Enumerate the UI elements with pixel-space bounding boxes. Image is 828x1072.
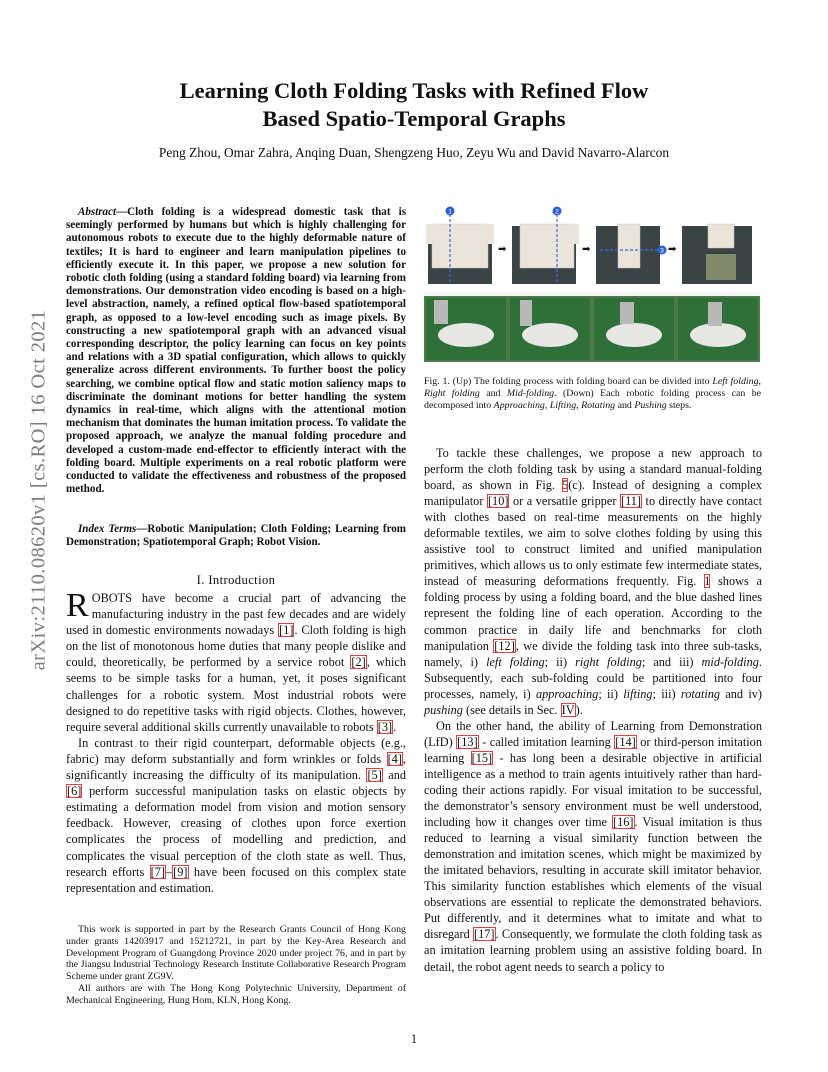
citation-link[interactable]: [5] xyxy=(367,768,382,783)
text-run: To tackle these challenges, we propose a new approach to perform the cloth folding task by using a standard manual-folding board, as shown in Fig. xyxy=(424,446,762,493)
fold-stage-4 xyxy=(682,224,752,284)
text-run: . (Down) Each robotic folding process can be decomposed into xyxy=(424,388,762,412)
text-run: Approaching xyxy=(493,400,545,412)
drop-cap: R xyxy=(66,587,89,624)
arrow-icon: ➡ xyxy=(582,244,591,255)
text-run: . Consequently, we formulate the cloth folding task as an imitation learning problem using an assistive folding board. In detail, the robot agent needs to search a policy to xyxy=(424,927,762,974)
text-run: On the other hand, the ability of Learning from Demonstration (LfD) xyxy=(424,718,762,749)
funding-note: This work is supported in part by the Research Grants Council of Hong Kong under grants 14203917 and 15212721, in part by the Key-Area Research and Development Program of Guangdong Province 2020 under project 76, and in part by the Jiangsu Industrial Technology Research Institute Collaborative Research Program Scheme under grant ZG9V. xyxy=(66,924,406,983)
citation-link[interactable]: [3] xyxy=(377,719,393,734)
text-run: , xyxy=(758,376,761,387)
text-run: ; ii) xyxy=(544,654,576,669)
text-run: and xyxy=(479,388,507,400)
text-run: and xyxy=(382,768,406,783)
text-run: mid-folding xyxy=(701,654,759,669)
index-terms xyxy=(66,523,406,549)
text-run: – xyxy=(166,864,173,879)
footnote xyxy=(66,924,406,1007)
text-run: or third-person imitation learning xyxy=(424,734,762,765)
title-line-2: Based Spatio-Temporal Graphs xyxy=(262,106,566,131)
text-run: Lifting xyxy=(549,400,577,412)
text-run: ). xyxy=(575,702,583,717)
paper-title xyxy=(0,77,828,133)
text-run: ; ii) xyxy=(598,686,624,701)
citation-link[interactable]: [14] xyxy=(615,734,636,749)
index-terms-label: Index Terms xyxy=(78,523,137,535)
abstract-text: —Cloth folding is a widespread domestic task that is seemingly performed by humans but which is highly challenging for autonomous robots to execute due to the highly deformable nature of textiles; It is hard to engineer and learn manipulation pipelines to efficiently execute it. In this paper, we propose a new solution for robotic cloth folding (using a standard folding board) via learning from demonstrations. Our demonstration video encoding is based on a high-level abstraction, namely, a refined optical flow-based spatiotemporal graph, as opposed to a low-level encoding such as image pixels. By constructing a new spatiotemporal graph with an advanced visual corresponding descriptor, the policy learning can focus on key points and relations with a 3D spatial configuration, which allows to quickly generalize across different environments. To further boost the policy searching, we combine optical flow and static motion saliency maps to discriminate the dominant motions for better handling the system dynamics in real-time, which aligns with the attentional motion mechanism that dominates the human imitation process. To validate the proposed approach, we analyze the manual folding procedure and developed a custom-made end-effector to efficiently interact with the folding board. Multiple experiments on a real robotic platform were conducted to validate the effectiveness and robustness of the proposed method. xyxy=(66,206,406,496)
text-run: ; iii) xyxy=(652,686,681,701)
fold-stage-3 xyxy=(596,224,667,284)
text-run: shows a folding process by using a folding board, and the blue dashed lines represent the folding line of each operation. According to the common practice in daily life and benchmarks for cloth manipulation xyxy=(424,574,762,653)
robot-photo-rotating xyxy=(594,298,674,360)
intro-paragraph-3 xyxy=(424,445,762,718)
text-run: rotating xyxy=(680,686,721,701)
section-ref-link[interactable]: IV xyxy=(561,702,575,717)
robot-photo-approaching xyxy=(426,298,506,360)
text-run: steps. xyxy=(666,400,692,412)
robot-photo-pushing xyxy=(678,298,758,360)
citation-link[interactable]: [12] xyxy=(494,638,515,653)
text-run: . Subsequently, each sub-folding could be partitioned into four processes, namely, i) xyxy=(424,654,762,701)
citation-link[interactable]: [17] xyxy=(474,927,495,942)
citation-link[interactable]: [4] xyxy=(387,751,402,766)
text-run: . Visual imitation is thus reduced to learning a visual similarity function between the demonstration and imitation scenes, which might be maximized by the imitated behaviors, resulting in accurate skill imitator behavior. This similarity function establishes which elements of the visual observations are essential to replicate the demonstrated behaviors. Put differently, and it determines what to imitate and what to disregard xyxy=(424,815,762,942)
citation-link[interactable]: [2] xyxy=(351,655,366,670)
text-run: left folding xyxy=(486,654,545,669)
text-run: (see details in Sec. xyxy=(462,702,561,717)
intro-left-column xyxy=(66,587,407,896)
text-run: perform successful manipulation tasks on elastic objects by estimating a deformation model from vision and motion sensory feedback. However, creasing of clothes upon force exertion complicates the process of modelling and prediction, and complicates the visual perception of the cloth state as well. Thus, research efforts xyxy=(66,784,406,879)
citation-link[interactable]: [7] xyxy=(150,864,165,879)
text-run: Fig. 1. (Up) The folding process with folding board can be divided into xyxy=(424,376,713,387)
fold-marker-2: 2 xyxy=(555,208,559,216)
text-run: Pushing xyxy=(634,400,667,412)
text-run: Left folding xyxy=(712,376,759,387)
text-run: , significantly increasing the difficulty of its manipulation. xyxy=(66,751,406,783)
text-run: Rotating xyxy=(581,400,616,412)
text-run: OBOTS have become a crucial part of advancing the manufacturing industry in the past few decades and are widely used in domestic environments nowadays xyxy=(66,591,406,638)
text-run: lifting xyxy=(623,686,653,701)
citation-link[interactable]: [13] xyxy=(457,734,478,749)
fold-marker-3: 3 xyxy=(660,247,664,255)
figure-ref-link[interactable]: 5 xyxy=(562,478,569,493)
citation-link[interactable]: [15] xyxy=(471,750,493,765)
citation-link[interactable]: [6] xyxy=(67,784,82,799)
arrow-icon: ➡ xyxy=(668,244,677,255)
arxiv-stamp xyxy=(14,280,64,700)
text-run: - called imitation learning xyxy=(478,734,615,749)
robot-photo-lifting xyxy=(510,298,590,360)
index-terms-text: —Robotic Manipulation; Cloth Folding; Learning from Demonstration; Spatiotemporal Graph; Robot Vision. xyxy=(66,523,406,549)
text-run: pushing xyxy=(424,702,463,717)
figure-1 xyxy=(424,200,760,362)
figure-ref-link[interactable]: 1 xyxy=(704,574,711,589)
text-run: , xyxy=(576,400,582,412)
arxiv-id: arXiv:2110.08620v1 [cs.RO] 16 Oct 2021 xyxy=(27,309,50,671)
text-run: In contrast to their rigid counterpart, deformable objects (e.g., fabric) may deform substantially and form wrinkles or folds xyxy=(66,735,406,766)
text-run: , xyxy=(544,400,550,412)
figure-1-image xyxy=(424,200,760,362)
figure-1-caption xyxy=(424,376,761,413)
fold-marker-1: 1 xyxy=(448,208,452,216)
author-list: Peng Zhou, Omar Zahra, Anqing Duan, Shengzeng Huo, Zeyu Wu and David Navarro-Alarcon xyxy=(158,145,670,160)
text-run: have been focused on this complex state representation and estimation. xyxy=(66,864,406,895)
text-run: Mid-folding xyxy=(506,388,555,400)
citation-link[interactable]: [1] xyxy=(279,623,294,638)
text-run: (c). Instead of designing a complex manipulator xyxy=(424,478,762,509)
title-line-1: Learning Cloth Folding Tasks with Refined Flow xyxy=(179,78,649,103)
citation-link[interactable]: [9] xyxy=(173,864,188,879)
text-run: , which seems to be simple tasks for a human, yet, it poses significant challenges for a robotic system. Most industrial robots were designed to do repetitive tasks with rigid objects. Clothes, however, require several additional skills currently unavailable to robots xyxy=(66,655,406,734)
citation-link[interactable]: [10] xyxy=(487,494,509,509)
text-run: and xyxy=(615,400,635,412)
text-run: to directly have contact with clothes based on real-time measurements on the highly deformable textiles, we aim to solve clothes folding by using this assistive tool to construct limited and unified manipulation primitives, which allows us to only estimate few intermediate states, instead of measuring deformations frequently. Fig. xyxy=(424,494,762,589)
affiliation-note: All authors are with The Hong Kong Polytechnic University, Department of Mechanical Engineering, Hung Hom, KLN, Hong Kong. xyxy=(66,982,406,1006)
text-run: Right folding xyxy=(424,388,480,400)
text-run: or a versatile gripper xyxy=(509,494,620,509)
text-run: approaching xyxy=(535,686,599,701)
abstract xyxy=(66,206,406,496)
intro-paragraph-4 xyxy=(424,718,762,975)
citation-link[interactable]: [11] xyxy=(620,494,642,509)
intro-right-column xyxy=(424,445,762,975)
text-run: . xyxy=(393,719,397,734)
intro-paragraph-1 xyxy=(66,587,407,735)
text-run: and iv) xyxy=(720,686,762,701)
text-run: ; and iii) xyxy=(641,654,702,669)
abstract-label: Abstract xyxy=(78,206,117,218)
text-run: - has long been a desirable objective in artificial intelligence as a method to train agents intuitively rather than hard-coding their actions rapidly. For visual imitation to be successful, the demonstrator’s sensory environment must be well understood, including how it changes over time xyxy=(424,750,762,830)
citation-link[interactable]: [16] xyxy=(613,815,634,830)
text-run: right folding xyxy=(575,654,642,669)
page-number: 1 xyxy=(410,1032,418,1046)
intro-paragraph-2 xyxy=(66,735,406,896)
section-heading-introduction: I. Introduction xyxy=(196,573,276,587)
text-run: , we divide the folding task into three sub-tasks, namely, i) xyxy=(424,638,762,669)
arrow-icon: ➡ xyxy=(498,244,507,255)
text-run: . Cloth folding is high on the list of monotonous home duties that many people dislike and could, theoretically, be performed by a service robot xyxy=(66,623,407,670)
